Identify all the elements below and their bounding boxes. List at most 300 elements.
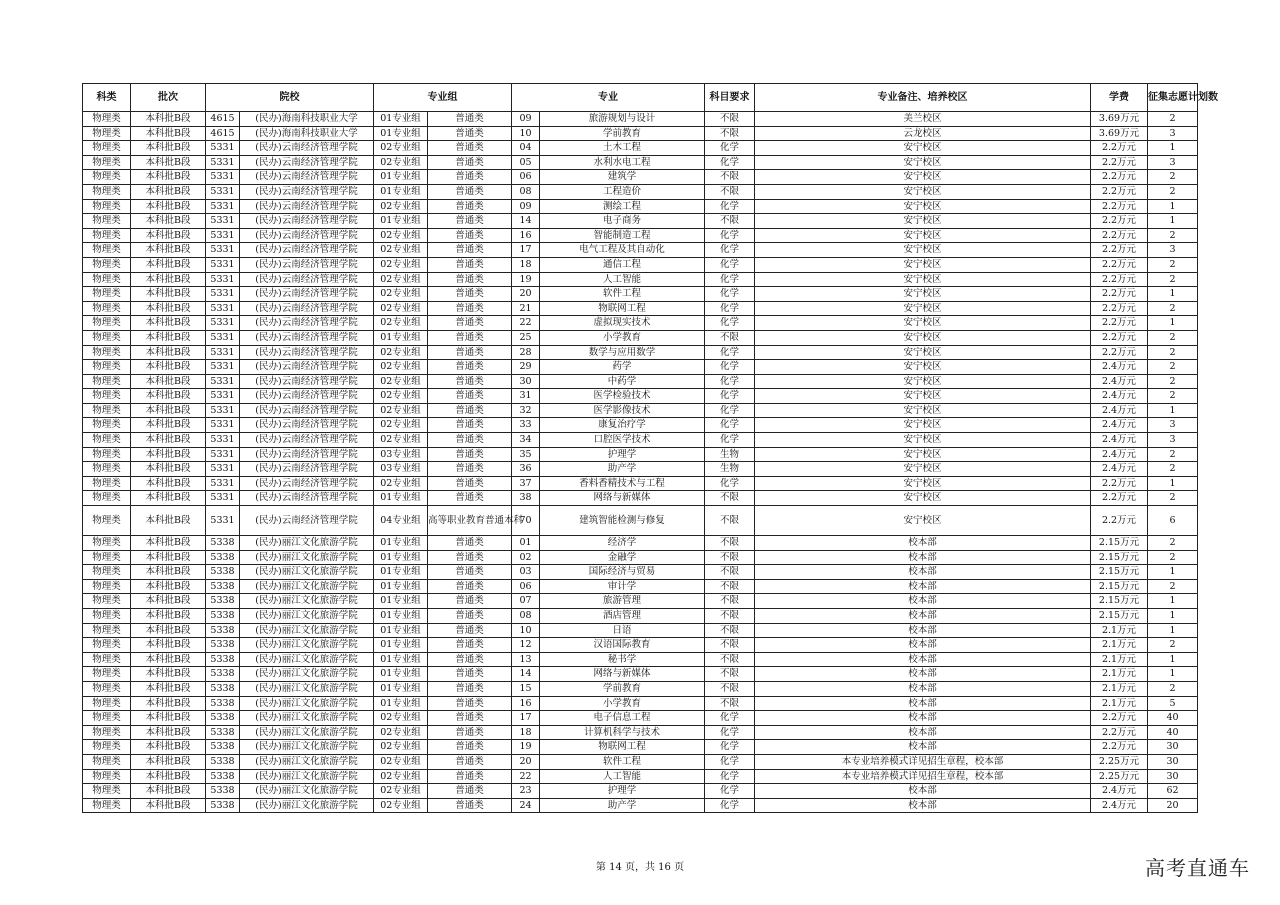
cell-major-code: 30 bbox=[512, 374, 540, 389]
cell-batch: 本科批B段 bbox=[131, 754, 206, 769]
cell-group: 02专业组 bbox=[374, 287, 428, 302]
cell-major-name: 助产学 bbox=[540, 462, 705, 477]
cell-tuition: 2.4万元 bbox=[1091, 389, 1148, 404]
cell-group-type: 普通类 bbox=[428, 389, 512, 404]
table-row bbox=[83, 301, 1198, 316]
table-row bbox=[83, 403, 1198, 418]
cell-campus: 校本部 bbox=[755, 740, 1091, 755]
cell-group: 02专业组 bbox=[374, 403, 428, 418]
header-tuition: 学费 bbox=[1091, 84, 1148, 112]
cell-category: 物理类 bbox=[83, 784, 131, 799]
table-row bbox=[83, 287, 1198, 302]
cell-category: 物理类 bbox=[83, 199, 131, 214]
cell-group-type: 普通类 bbox=[428, 112, 512, 127]
cell-category: 物理类 bbox=[83, 141, 131, 156]
cell-school-code: 5338 bbox=[206, 638, 240, 653]
cell-category: 物理类 bbox=[83, 447, 131, 462]
cell-batch: 本科批B段 bbox=[131, 740, 206, 755]
cell-batch: 本科批B段 bbox=[131, 403, 206, 418]
cell-major-name: 软件工程 bbox=[540, 754, 705, 769]
cell-tuition: 2.1万元 bbox=[1091, 638, 1148, 653]
cell-campus: 安宁校区 bbox=[755, 184, 1091, 199]
cell-major-code: 37 bbox=[512, 476, 540, 491]
cell-group: 01专业组 bbox=[374, 170, 428, 185]
cell-school-code: 5331 bbox=[206, 257, 240, 272]
table-row bbox=[83, 667, 1198, 682]
table-row bbox=[83, 243, 1198, 258]
cell-school-name: (民办)丽江文化旅游学院 bbox=[240, 536, 374, 551]
table-row bbox=[83, 316, 1198, 331]
cell-subject-req: 不限 bbox=[705, 623, 755, 638]
cell-subject-req: 化学 bbox=[705, 316, 755, 331]
table-row bbox=[83, 565, 1198, 580]
table-row bbox=[83, 360, 1198, 375]
cell-tuition: 2.2万元 bbox=[1091, 141, 1148, 156]
cell-group: 01专业组 bbox=[374, 696, 428, 711]
cell-group-type: 普通类 bbox=[428, 638, 512, 653]
cell-major-code: 32 bbox=[512, 403, 540, 418]
cell-major-code: 35 bbox=[512, 447, 540, 462]
cell-major-code: 70 bbox=[512, 506, 540, 536]
cell-major-name: 审计学 bbox=[540, 579, 705, 594]
cell-batch: 本科批B段 bbox=[131, 316, 206, 331]
cell-major-code: 04 bbox=[512, 141, 540, 156]
cell-category: 物理类 bbox=[83, 374, 131, 389]
cell-tuition: 2.1万元 bbox=[1091, 652, 1148, 667]
cell-major-code: 20 bbox=[512, 287, 540, 302]
cell-group: 03专业组 bbox=[374, 447, 428, 462]
cell-category: 物理类 bbox=[83, 272, 131, 287]
cell-batch: 本科批B段 bbox=[131, 491, 206, 506]
cell-subject-req: 不限 bbox=[705, 536, 755, 551]
cell-school-name: (民办)云南经济管理学院 bbox=[240, 418, 374, 433]
cell-subject-req: 化学 bbox=[705, 257, 755, 272]
cell-major-code: 14 bbox=[512, 214, 540, 229]
cell-major-name: 国际经济与贸易 bbox=[540, 565, 705, 580]
cell-group-type: 普通类 bbox=[428, 330, 512, 345]
cell-plan-count: 2 bbox=[1148, 272, 1198, 287]
cell-major-code: 20 bbox=[512, 754, 540, 769]
cell-tuition: 2.4万元 bbox=[1091, 360, 1148, 375]
cell-major-name: 香料香精技术与工程 bbox=[540, 476, 705, 491]
cell-school-name: (民办)云南经济管理学院 bbox=[240, 155, 374, 170]
cell-plan-count: 1 bbox=[1148, 594, 1198, 609]
cell-category: 物理类 bbox=[83, 214, 131, 229]
cell-category: 物理类 bbox=[83, 681, 131, 696]
cell-school-code: 5338 bbox=[206, 594, 240, 609]
cell-school-code: 5331 bbox=[206, 316, 240, 331]
cell-category: 物理类 bbox=[83, 316, 131, 331]
cell-school-code: 5338 bbox=[206, 667, 240, 682]
cell-tuition: 2.2万元 bbox=[1091, 214, 1148, 229]
cell-subject-req: 不限 bbox=[705, 184, 755, 199]
cell-campus: 安宁校区 bbox=[755, 228, 1091, 243]
cell-major-name: 护理学 bbox=[540, 447, 705, 462]
cell-plan-count: 2 bbox=[1148, 257, 1198, 272]
cell-group-type: 普通类 bbox=[428, 798, 512, 813]
cell-tuition: 2.2万元 bbox=[1091, 740, 1148, 755]
cell-plan-count: 2 bbox=[1148, 638, 1198, 653]
cell-group-type: 普通类 bbox=[428, 418, 512, 433]
cell-major-code: 18 bbox=[512, 725, 540, 740]
cell-school-code: 5331 bbox=[206, 403, 240, 418]
cell-category: 物理类 bbox=[83, 638, 131, 653]
cell-campus: 安宁校区 bbox=[755, 433, 1091, 448]
cell-school-name: (民办)云南经济管理学院 bbox=[240, 199, 374, 214]
cell-category: 物理类 bbox=[83, 345, 131, 360]
cell-major-code: 19 bbox=[512, 740, 540, 755]
cell-school-name: (民办)云南经济管理学院 bbox=[240, 433, 374, 448]
cell-category: 物理类 bbox=[83, 360, 131, 375]
cell-major-code: 21 bbox=[512, 301, 540, 316]
cell-plan-count: 1 bbox=[1148, 476, 1198, 491]
cell-plan-count: 1 bbox=[1148, 287, 1198, 302]
cell-major-code: 36 bbox=[512, 462, 540, 477]
cell-campus: 安宁校区 bbox=[755, 243, 1091, 258]
cell-school-name: (民办)云南经济管理学院 bbox=[240, 228, 374, 243]
cell-school-name: (民办)丽江文化旅游学院 bbox=[240, 623, 374, 638]
cell-major-name: 物联网工程 bbox=[540, 740, 705, 755]
cell-plan-count: 2 bbox=[1148, 550, 1198, 565]
cell-major-code: 24 bbox=[512, 798, 540, 813]
cell-major-name: 金融学 bbox=[540, 550, 705, 565]
table-row bbox=[83, 536, 1198, 551]
cell-group-type: 普通类 bbox=[428, 243, 512, 258]
cell-tuition: 2.2万元 bbox=[1091, 330, 1148, 345]
table-row bbox=[83, 418, 1198, 433]
cell-subject-req: 化学 bbox=[705, 769, 755, 784]
cell-batch: 本科批B段 bbox=[131, 769, 206, 784]
cell-category: 物理类 bbox=[83, 740, 131, 755]
header-notes-campus: 专业备注、培养校区 bbox=[755, 84, 1091, 112]
cell-tuition: 2.15万元 bbox=[1091, 594, 1148, 609]
cell-batch: 本科批B段 bbox=[131, 433, 206, 448]
cell-school-name: (民办)丽江文化旅游学院 bbox=[240, 740, 374, 755]
cell-school-code: 5331 bbox=[206, 345, 240, 360]
cell-plan-count: 5 bbox=[1148, 696, 1198, 711]
cell-major-name: 口腔医学技术 bbox=[540, 433, 705, 448]
cell-category: 物理类 bbox=[83, 565, 131, 580]
cell-batch: 本科批B段 bbox=[131, 550, 206, 565]
cell-group-type: 普通类 bbox=[428, 476, 512, 491]
cell-subject-req: 化学 bbox=[705, 360, 755, 375]
cell-school-name: (民办)云南经济管理学院 bbox=[240, 447, 374, 462]
cell-school-name: (民办)丽江文化旅游学院 bbox=[240, 550, 374, 565]
table-row bbox=[83, 374, 1198, 389]
cell-batch: 本科批B段 bbox=[131, 681, 206, 696]
cell-campus: 安宁校区 bbox=[755, 462, 1091, 477]
header-major-group: 专业组 bbox=[374, 84, 512, 112]
table-row bbox=[83, 112, 1198, 127]
cell-school-name: (民办)云南经济管理学院 bbox=[240, 214, 374, 229]
cell-batch: 本科批B段 bbox=[131, 638, 206, 653]
table-row bbox=[83, 330, 1198, 345]
cell-plan-count: 2 bbox=[1148, 681, 1198, 696]
cell-group-type: 普通类 bbox=[428, 609, 512, 624]
cell-campus: 校本部 bbox=[755, 711, 1091, 726]
cell-major-name: 网络与新媒体 bbox=[540, 667, 705, 682]
cell-tuition: 2.15万元 bbox=[1091, 550, 1148, 565]
cell-group: 01专业组 bbox=[374, 112, 428, 127]
cell-tuition: 2.2万元 bbox=[1091, 345, 1148, 360]
cell-batch: 本科批B段 bbox=[131, 784, 206, 799]
cell-batch: 本科批B段 bbox=[131, 536, 206, 551]
cell-group: 02专业组 bbox=[374, 374, 428, 389]
cell-group: 01专业组 bbox=[374, 623, 428, 638]
cell-school-name: (民办)云南经济管理学院 bbox=[240, 330, 374, 345]
cell-school-code: 4615 bbox=[206, 112, 240, 127]
cell-campus: 安宁校区 bbox=[755, 345, 1091, 360]
cell-major-code: 28 bbox=[512, 345, 540, 360]
cell-school-code: 5338 bbox=[206, 565, 240, 580]
cell-batch: 本科批B段 bbox=[131, 112, 206, 127]
cell-school-name: (民办)云南经济管理学院 bbox=[240, 170, 374, 185]
cell-major-name: 学前教育 bbox=[540, 681, 705, 696]
cell-major-name: 人工智能 bbox=[540, 272, 705, 287]
cell-school-name: (民办)云南经济管理学院 bbox=[240, 506, 374, 536]
cell-category: 物理类 bbox=[83, 126, 131, 141]
cell-group: 02专业组 bbox=[374, 360, 428, 375]
cell-plan-count: 2 bbox=[1148, 228, 1198, 243]
cell-school-code: 5331 bbox=[206, 272, 240, 287]
cell-major-name: 康复治疗学 bbox=[540, 418, 705, 433]
cell-category: 物理类 bbox=[83, 403, 131, 418]
cell-major-name: 水利水电工程 bbox=[540, 155, 705, 170]
cell-group: 04专业组 bbox=[374, 506, 428, 536]
cell-major-name: 虚拟现实技术 bbox=[540, 316, 705, 331]
cell-tuition: 2.4万元 bbox=[1091, 447, 1148, 462]
cell-school-code: 5331 bbox=[206, 287, 240, 302]
cell-campus: 校本部 bbox=[755, 550, 1091, 565]
cell-group: 03专业组 bbox=[374, 462, 428, 477]
cell-campus: 安宁校区 bbox=[755, 214, 1091, 229]
cell-category: 物理类 bbox=[83, 389, 131, 404]
cell-plan-count: 1 bbox=[1148, 565, 1198, 580]
cell-campus: 校本部 bbox=[755, 609, 1091, 624]
cell-group-type: 普通类 bbox=[428, 491, 512, 506]
cell-group-type: 普通类 bbox=[428, 272, 512, 287]
cell-major-code: 02 bbox=[512, 550, 540, 565]
cell-batch: 本科批B段 bbox=[131, 184, 206, 199]
table-row bbox=[83, 184, 1198, 199]
cell-tuition: 2.1万元 bbox=[1091, 667, 1148, 682]
cell-group: 01专业组 bbox=[374, 550, 428, 565]
cell-group-type: 普通类 bbox=[428, 579, 512, 594]
table-body bbox=[83, 112, 1198, 813]
cell-school-code: 5338 bbox=[206, 579, 240, 594]
cell-subject-req: 不限 bbox=[705, 667, 755, 682]
cell-subject-req: 化学 bbox=[705, 725, 755, 740]
cell-school-name: (民办)云南经济管理学院 bbox=[240, 389, 374, 404]
cell-batch: 本科批B段 bbox=[131, 345, 206, 360]
table-row bbox=[83, 141, 1198, 156]
cell-school-code: 5331 bbox=[206, 506, 240, 536]
cell-major-name: 土木工程 bbox=[540, 141, 705, 156]
cell-group: 02专业组 bbox=[374, 199, 428, 214]
cell-major-name: 工程造价 bbox=[540, 184, 705, 199]
cell-plan-count: 1 bbox=[1148, 652, 1198, 667]
cell-school-name: (民办)丽江文化旅游学院 bbox=[240, 609, 374, 624]
cell-major-name: 护理学 bbox=[540, 784, 705, 799]
cell-tuition: 2.15万元 bbox=[1091, 536, 1148, 551]
brand-watermark: 高考直通车 bbox=[1145, 856, 1250, 880]
cell-school-code: 5331 bbox=[206, 301, 240, 316]
cell-plan-count: 2 bbox=[1148, 345, 1198, 360]
cell-batch: 本科批B段 bbox=[131, 257, 206, 272]
cell-group: 02专业组 bbox=[374, 476, 428, 491]
cell-major-name: 网络与新媒体 bbox=[540, 491, 705, 506]
cell-tuition: 2.2万元 bbox=[1091, 199, 1148, 214]
cell-batch: 本科批B段 bbox=[131, 725, 206, 740]
cell-major-code: 07 bbox=[512, 594, 540, 609]
cell-plan-count: 2 bbox=[1148, 536, 1198, 551]
cell-subject-req: 化学 bbox=[705, 141, 755, 156]
cell-group-type: 普通类 bbox=[428, 725, 512, 740]
cell-tuition: 2.15万元 bbox=[1091, 565, 1148, 580]
cell-group: 02专业组 bbox=[374, 257, 428, 272]
cell-major-code: 34 bbox=[512, 433, 540, 448]
cell-major-name: 小学教育 bbox=[540, 696, 705, 711]
cell-group: 01专业组 bbox=[374, 638, 428, 653]
cell-subject-req: 化学 bbox=[705, 711, 755, 726]
cell-batch: 本科批B段 bbox=[131, 476, 206, 491]
cell-subject-req: 化学 bbox=[705, 476, 755, 491]
cell-group-type: 普通类 bbox=[428, 141, 512, 156]
cell-group-type: 普通类 bbox=[428, 316, 512, 331]
cell-plan-count: 3 bbox=[1148, 155, 1198, 170]
cell-major-code: 14 bbox=[512, 667, 540, 682]
table-row bbox=[83, 228, 1198, 243]
cell-subject-req: 生物 bbox=[705, 462, 755, 477]
cell-campus: 校本部 bbox=[755, 579, 1091, 594]
cell-campus: 安宁校区 bbox=[755, 389, 1091, 404]
cell-plan-count: 30 bbox=[1148, 769, 1198, 784]
cell-campus: 校本部 bbox=[755, 623, 1091, 638]
table-row bbox=[83, 433, 1198, 448]
cell-campus: 安宁校区 bbox=[755, 316, 1091, 331]
cell-group-type: 普通类 bbox=[428, 170, 512, 185]
cell-major-name: 日语 bbox=[540, 623, 705, 638]
cell-school-name: (民办)云南经济管理学院 bbox=[240, 403, 374, 418]
cell-school-code: 5331 bbox=[206, 360, 240, 375]
cell-major-code: 16 bbox=[512, 228, 540, 243]
cell-campus: 安宁校区 bbox=[755, 287, 1091, 302]
cell-plan-count: 1 bbox=[1148, 609, 1198, 624]
cell-category: 物理类 bbox=[83, 696, 131, 711]
cell-major-code: 25 bbox=[512, 330, 540, 345]
cell-school-name: (民办)云南经济管理学院 bbox=[240, 374, 374, 389]
cell-batch: 本科批B段 bbox=[131, 199, 206, 214]
cell-school-code: 5331 bbox=[206, 155, 240, 170]
cell-school-code: 5331 bbox=[206, 214, 240, 229]
cell-tuition: 2.2万元 bbox=[1091, 272, 1148, 287]
cell-major-name: 医学检验技术 bbox=[540, 389, 705, 404]
cell-plan-count: 20 bbox=[1148, 798, 1198, 813]
cell-school-name: (民办)云南经济管理学院 bbox=[240, 316, 374, 331]
cell-subject-req: 不限 bbox=[705, 565, 755, 580]
cell-category: 物理类 bbox=[83, 623, 131, 638]
cell-plan-count: 40 bbox=[1148, 711, 1198, 726]
cell-school-name: (民办)云南经济管理学院 bbox=[240, 462, 374, 477]
cell-campus: 安宁校区 bbox=[755, 272, 1091, 287]
cell-campus: 安宁校区 bbox=[755, 506, 1091, 536]
cell-major-code: 16 bbox=[512, 696, 540, 711]
cell-school-name: (民办)丽江文化旅游学院 bbox=[240, 769, 374, 784]
cell-group: 02专业组 bbox=[374, 316, 428, 331]
cell-school-name: (民办)丽江文化旅游学院 bbox=[240, 652, 374, 667]
cell-school-code: 5338 bbox=[206, 754, 240, 769]
cell-subject-req: 化学 bbox=[705, 754, 755, 769]
cell-group: 02专业组 bbox=[374, 754, 428, 769]
cell-category: 物理类 bbox=[83, 155, 131, 170]
cell-plan-count: 2 bbox=[1148, 360, 1198, 375]
cell-campus: 安宁校区 bbox=[755, 141, 1091, 156]
cell-batch: 本科批B段 bbox=[131, 360, 206, 375]
cell-batch: 本科批B段 bbox=[131, 667, 206, 682]
cell-group: 02专业组 bbox=[374, 418, 428, 433]
cell-school-name: (民办)丽江文化旅游学院 bbox=[240, 681, 374, 696]
cell-group-type: 普通类 bbox=[428, 565, 512, 580]
cell-subject-req: 化学 bbox=[705, 228, 755, 243]
cell-category: 物理类 bbox=[83, 330, 131, 345]
cell-subject-req: 化学 bbox=[705, 199, 755, 214]
cell-tuition: 2.4万元 bbox=[1091, 374, 1148, 389]
cell-campus: 校本部 bbox=[755, 638, 1091, 653]
cell-school-name: (民办)海南科技职业大学 bbox=[240, 126, 374, 141]
cell-group-type: 普通类 bbox=[428, 784, 512, 799]
cell-group: 02专业组 bbox=[374, 155, 428, 170]
cell-tuition: 2.2万元 bbox=[1091, 506, 1148, 536]
cell-plan-count: 2 bbox=[1148, 112, 1198, 127]
table-row bbox=[83, 754, 1198, 769]
cell-campus: 安宁校区 bbox=[755, 199, 1091, 214]
cell-major-code: 13 bbox=[512, 652, 540, 667]
cell-major-name: 经济学 bbox=[540, 536, 705, 551]
cell-plan-count: 3 bbox=[1148, 126, 1198, 141]
cell-campus: 校本部 bbox=[755, 681, 1091, 696]
cell-group: 01专业组 bbox=[374, 652, 428, 667]
cell-group-type: 普通类 bbox=[428, 623, 512, 638]
cell-major-name: 测绘工程 bbox=[540, 199, 705, 214]
cell-category: 物理类 bbox=[83, 418, 131, 433]
cell-school-code: 5338 bbox=[206, 740, 240, 755]
cell-major-name: 电子信息工程 bbox=[540, 711, 705, 726]
cell-plan-count: 2 bbox=[1148, 579, 1198, 594]
cell-school-name: (民办)海南科技职业大学 bbox=[240, 112, 374, 127]
cell-batch: 本科批B段 bbox=[131, 652, 206, 667]
cell-subject-req: 不限 bbox=[705, 609, 755, 624]
cell-campus: 校本部 bbox=[755, 784, 1091, 799]
cell-group-type: 普通类 bbox=[428, 155, 512, 170]
table-row bbox=[83, 623, 1198, 638]
cell-tuition: 2.4万元 bbox=[1091, 784, 1148, 799]
cell-category: 物理类 bbox=[83, 652, 131, 667]
cell-major-name: 医学影像技术 bbox=[540, 403, 705, 418]
cell-campus: 安宁校区 bbox=[755, 170, 1091, 185]
cell-subject-req: 化学 bbox=[705, 798, 755, 813]
cell-batch: 本科批B段 bbox=[131, 243, 206, 258]
cell-school-code: 5331 bbox=[206, 418, 240, 433]
cell-school-code: 5331 bbox=[206, 243, 240, 258]
cell-major-code: 09 bbox=[512, 199, 540, 214]
cell-category: 物理类 bbox=[83, 257, 131, 272]
cell-batch: 本科批B段 bbox=[131, 301, 206, 316]
cell-school-code: 5338 bbox=[206, 711, 240, 726]
cell-major-name: 助产学 bbox=[540, 798, 705, 813]
table-row bbox=[83, 550, 1198, 565]
cell-tuition: 3.69万元 bbox=[1091, 112, 1148, 127]
cell-school-code: 5331 bbox=[206, 330, 240, 345]
